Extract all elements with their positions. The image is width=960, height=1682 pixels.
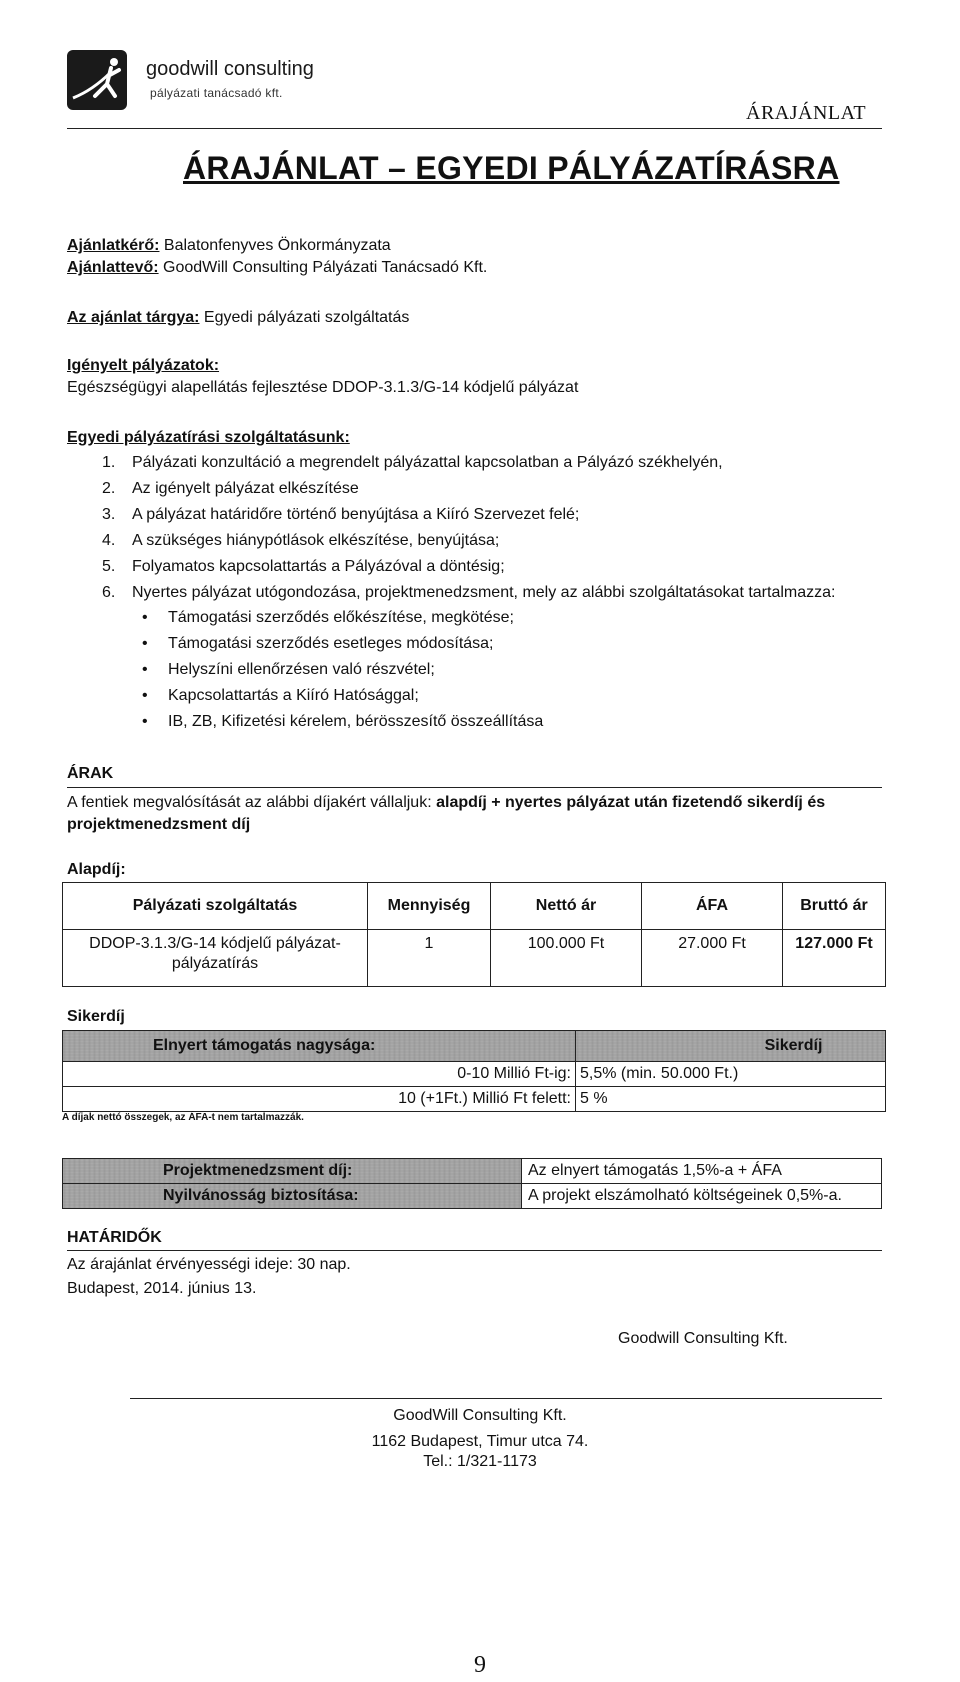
column-header: Mennyiség: [368, 883, 491, 930]
base-fee-table: [62, 882, 886, 987]
deadlines-divider: [67, 1250, 882, 1251]
range-cell: 10 (+1Ft.) Millió Ft felett:: [63, 1087, 576, 1112]
table-row: [63, 1184, 882, 1209]
date-text: Budapest, 2014. június 13.: [67, 1280, 257, 1297]
vat-cell: 27.000 Ft: [642, 930, 783, 987]
service-subitem: • Kapcsolattartás a Kiíró Hatósággal;: [132, 685, 882, 706]
column-header: Nettó ár: [491, 883, 642, 930]
service-item: 5. Folyamatos kapcsolattartás a Pályázóval a döntésig;: [102, 558, 505, 575]
project-fee-table: [62, 1158, 882, 1209]
success-fee-table: [62, 1030, 886, 1112]
requester-value: Balatonfenyves Önkormányzata: [159, 237, 391, 254]
table-row: [63, 1087, 886, 1112]
service-item: 4. A szükséges hiánypótlások elkészítése, benyújtása;: [102, 532, 500, 549]
column-header: Pályázati szolgáltatás: [63, 883, 368, 930]
offerer-value: GoodWill Consulting Pályázati Tanácsadó Kft.: [158, 259, 488, 276]
footer-divider: [130, 1398, 882, 1399]
column-header: Bruttó ár: [783, 883, 886, 930]
rate-cell: 5 %: [576, 1087, 886, 1112]
service-subitem: • Támogatási szerződés esetleges módosítása;: [132, 633, 882, 654]
services-list-wrap: [102, 452, 882, 737]
page-number: 9: [474, 1652, 486, 1678]
footer-company: GoodWill Consulting Kft.: [393, 1407, 567, 1424]
service-cell: DDOP-3.1.3/G-14 kódjelű pályázat-pályázatírás: [63, 930, 368, 987]
quantity-cell: 1: [368, 930, 491, 987]
gross-price-cell: 127.000 Ft: [783, 930, 886, 987]
footer-phone: Tel.: 1/321-1173: [423, 1453, 537, 1466]
document-type-label: ÁRAJÁNLAT: [746, 102, 867, 124]
footer-address: 1162 Budapest, Timur utca 74.: [371, 1433, 589, 1450]
rate-cell: 5,5% (min. 50.000 Ft.): [576, 1062, 886, 1087]
validity-text: Az árajánlat érvényességi ideje: 30 nap.: [67, 1256, 351, 1273]
prices-divider: [67, 787, 882, 788]
service-item: 2. Az igényelt pályázat elkészítése: [102, 480, 359, 497]
success-fee-label: Sikerdíj: [67, 1008, 125, 1025]
table-row: [63, 930, 886, 987]
prices-intro: A fentiek megvalósítását az alábbi díjakért vállaljuk: alapdíj + nyertes pályázat után fizetendő sikerdíj és projektmenedzsment díj: [67, 794, 826, 833]
services-label: Egyedi pályázatírási szolgáltatásunk:: [67, 429, 350, 446]
service-item: 1. Pályázati konzultáció a megrendelt pályázattal kapcsolatban a Pályázó székhelyén,: [102, 454, 723, 471]
requester-line: [67, 236, 391, 256]
service-item: 6. Nyertes pályázat utógondozása, projektmenedzsment, mely az alábbi szolgáltatásokat tartalmazza: • Támogatási szerződés előkészítése, megkötése; • Támogatási szerződés esetleges módosítása; • Helyszíni ellenőrzésen való részvétel; • Kapcsolattartás a Kiíró Hatósággal; • IB, ZB, Kifizetési kérelem, bérösszesítő összeállítása: [102, 582, 882, 732]
footer-phone-clip: [0, 1452, 960, 1466]
subject-line: [67, 308, 409, 328]
table-header-row: [63, 883, 886, 930]
service-subitem: • Támogatási szerződés előkészítése, megkötése;: [132, 607, 882, 628]
brand-tagline: pályázati tanácsadó kft.: [150, 86, 283, 100]
brand-name: goodwill consulting: [146, 58, 314, 80]
table-header-row: [63, 1031, 886, 1062]
column-header: Sikerdíj: [576, 1031, 886, 1062]
column-header: ÁFA: [642, 883, 783, 930]
service-subitems: [132, 607, 882, 732]
service-subitem: • IB, ZB, Kifizetési kérelem, bérösszesítő összeállítása: [132, 711, 882, 732]
service-item: 3. A pályázat határidőre történő benyújtása a Kiíró Szervezet felé;: [102, 506, 580, 523]
services-list: [102, 452, 882, 732]
base-fee-label: Alapdíj:: [67, 861, 126, 878]
range-cell: 0-10 Millió Ft-ig:: [63, 1062, 576, 1087]
table-row: [63, 1062, 886, 1087]
prices-heading: ÁRAK: [67, 765, 114, 782]
deadlines-heading: HATÁRIDŐK: [67, 1229, 162, 1246]
requested-label: Igényelt pályázatok:: [67, 357, 220, 374]
fee-name-cell: Nyilvánosság biztosítása:: [63, 1184, 522, 1209]
table-row: [63, 1159, 882, 1184]
fee-note: A díjak nettó összegek, az ÁFA-t nem tartalmazzák.: [62, 1112, 304, 1123]
logo-figure-icon: [67, 50, 127, 110]
header-divider: [67, 128, 882, 129]
fee-value-cell: A projekt elszámolható költségeinek 0,5%-a.: [522, 1184, 882, 1209]
net-price-cell: 100.000 Ft: [491, 930, 642, 987]
signature: Goodwill Consulting Kft.: [618, 1330, 788, 1347]
subject-label: Az ajánlat tárgya:: [67, 309, 200, 326]
subject-value: Egyedi pályázati szolgáltatás: [199, 309, 410, 326]
offerer-line: [67, 258, 487, 278]
fee-value-cell: Az elnyert támogatás 1,5%-a + ÁFA: [522, 1159, 882, 1184]
fee-name-cell: Projektmenedzsment díj:: [63, 1159, 522, 1184]
requested-value: Egészségügyi alapellátás fejlesztése DDOP-3.1.3/G-14 kódjelű pályázat: [67, 379, 579, 396]
requester-label: Ajánlatkérő:: [67, 237, 160, 254]
offerer-label: Ajánlattevő:: [67, 259, 159, 276]
company-logo: [67, 50, 127, 110]
service-subitem: • Helyszíni ellenőrzésen való részvétel;: [132, 659, 882, 680]
column-header: Elnyert támogatás nagysága:: [63, 1031, 576, 1062]
page-title: ÁRAJÁNLAT – EGYEDI PÁLYÁZATÍRÁSRA: [183, 150, 840, 186]
